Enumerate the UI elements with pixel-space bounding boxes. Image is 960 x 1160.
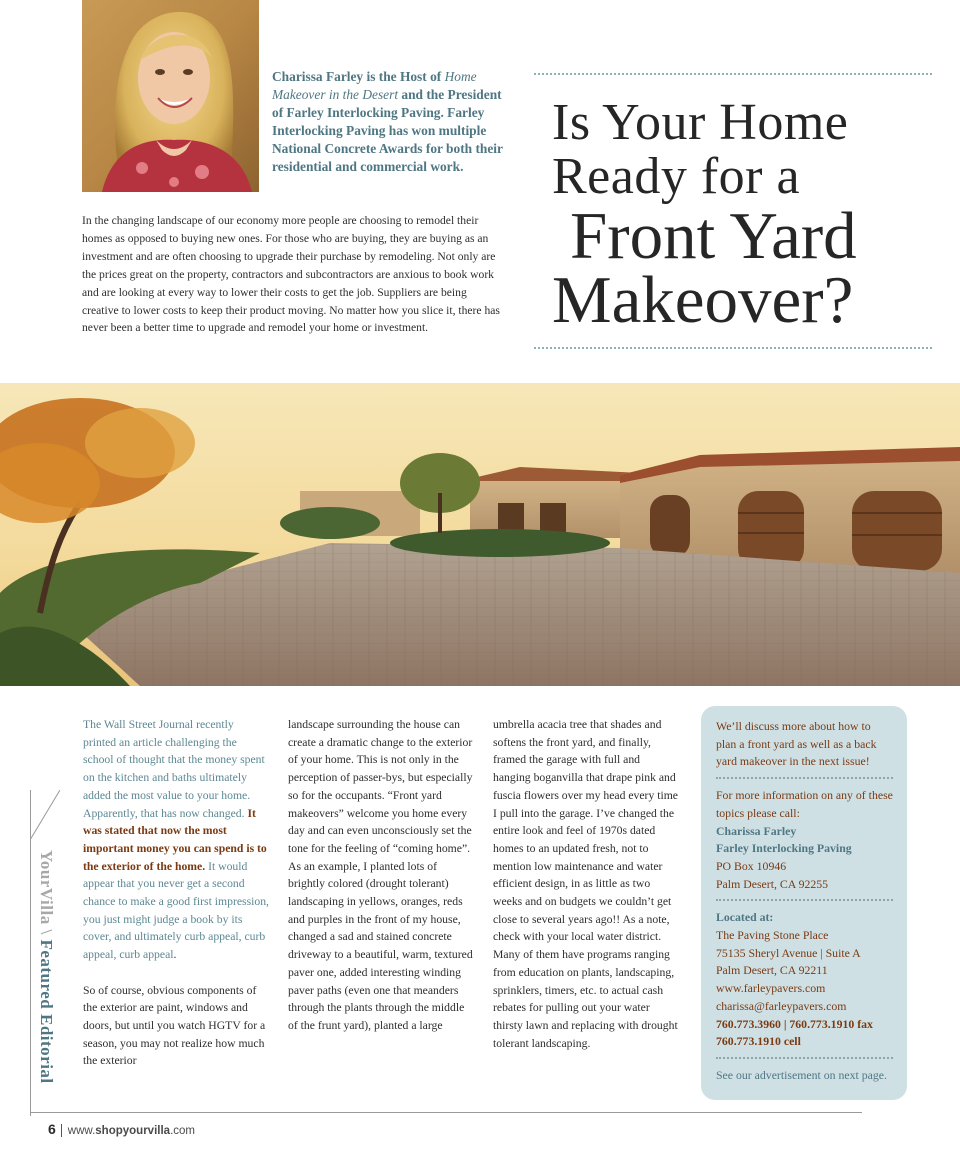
headline-line-4: Makeover? [552, 263, 854, 337]
section-label [36, 850, 56, 1084]
footer-separator [61, 1124, 62, 1137]
website-link[interactable]: www.farleypavers.com [716, 981, 826, 996]
footer-rule [30, 1112, 862, 1113]
store-name: The Paving Stone Place [716, 928, 829, 943]
column1-paragraph-2: So of course, obvious components of the exterior are paint, windows and doors, but until you watch HGTV for a season, you may not realize how much the exterior [83, 983, 266, 1068]
headline-line-1: Is Your Home [552, 94, 849, 151]
section-corner-accent [30, 790, 60, 840]
column1-text-start: The Wall Street Journal recently printed an article challenging the school of thought that the money spent on the kitchen and baths ultimately added the most value to your home. Apparently, that has now changed. [83, 718, 265, 820]
footer-url[interactable] [68, 1125, 195, 1137]
page-footer [48, 1121, 195, 1137]
headline-bottom-divider [534, 347, 932, 349]
headline-line-3: Front Yard [570, 199, 857, 273]
contact-name: Charissa Farley [716, 823, 797, 838]
store-city: Palm Desert, CA 92211 [716, 963, 828, 978]
footer-url-suffix: .com [170, 1125, 195, 1137]
bio-text-2: and the President of Farley Interlocking Paving. Farley Interlocking Paving has won multiple National Concrete Awards for both their residential and commercial work. [272, 87, 503, 174]
contact-info-box [701, 706, 907, 1100]
article-column-3 [493, 716, 679, 1070]
intro-paragraph: In the changing landscape of our economy more people are choosing to remodel their homes as opposed to buying new ones. For those who are buying, they are buying as an investment and are often choosing to upgrade their purchase by remodeling. Not only are the prices great on the property, contractors and subcontractors are anxious to book work and are looking at every way to lower their costs to get the job. Suppliers are being creative to lower costs to keep their product moving. No matter how you slice it, there has never been a better time to upgrade and remodel your home or investment. [82, 214, 500, 335]
portrait-image [82, 0, 259, 192]
column2-paragraph-2: As an example, I planted lots of brightly colored (drought tolerant) landscaping in yellows, oranges, reds and purples in the front of my house, changed a sad and stained concrete driveway to a beautiful, warm, textured paver one, added interesting winding paver paths (even one that meanders through the plants through the middle of the frunt yard), planted a large [288, 859, 473, 1032]
next-issue-teaser: We’ll discuss more about how to plan a front yard as well as a back yard makeover in the next issue! [716, 719, 877, 769]
info-intro: For more information on any of these topics please call: [716, 788, 893, 820]
box-divider-3 [716, 1057, 893, 1059]
box-divider-1 [716, 777, 893, 779]
headline-top-divider [534, 73, 932, 75]
page-number: 6 [48, 1121, 56, 1137]
email-link[interactable]: charissa@farleypavers.com [716, 998, 847, 1013]
phone-numbers: 760.773.3960 | 760.773.1910 fax [716, 1016, 873, 1031]
host-bio [272, 68, 504, 176]
located-label: Located at: [716, 910, 774, 925]
footer-url-prefix: www. [67, 1125, 96, 1137]
article-column-2 [288, 716, 474, 1052]
bio-text-1: is the Host of [363, 69, 445, 84]
front-yard-hero-photo [0, 383, 960, 686]
column1-paragraph-1 [83, 716, 269, 964]
column1-text-end: It would appear that you never get a second chance to make a good first impression, you just might judge a book by its cover, and ultimately curb appeal, curb appeal, curb appeal [83, 859, 269, 962]
show-title: Home Makeover in the Desert [272, 69, 477, 102]
column1-period: . [173, 948, 177, 962]
host-portrait-photo [82, 0, 259, 192]
hero-image [0, 383, 960, 686]
section-brand: YourVilla [37, 850, 56, 925]
box-divider-2 [716, 899, 893, 901]
article-column-1 [83, 716, 269, 1088]
company-name: Farley Interlocking Paving [716, 841, 852, 856]
po-box: PO Box 10946 [716, 858, 787, 873]
see-ad-note: See our advertisement on next page. [716, 1067, 887, 1082]
section-separator: \ [37, 924, 56, 940]
column3-paragraph-1: umbrella acacia tree that shades and softens the front yard, and finally, framed the garage with full and hanging boganvilla that drape pink and fuscia flowers over my head every time I pull into the garage. I’ve changed the entire look and feel of 1970s dated homes to an updated fresh, not to mention low maintenance and water efficient design, in as little as two weeks and on budgets we couldn’t get close to several years ago!! As a note, check with your local water district. Many of them have programs ranging from education on plants, landscaping, sprinklers, timers, etc. to actual cash rebates for pulling out your water thirsty lawn and replacing with drought tolerant landscaping. [493, 718, 678, 1050]
store-street: 75135 Sheryl Avenue | Suite A [716, 945, 861, 960]
column2-paragraph-1: landscape surrounding the house can create a dramatic change to the exterior of your home. This is not only in the perception of passer-bys, but especially so for the occupants. “Front yard makeovers” welcome you home every day and can even unconsciously set the tone for the feeling of “coming home”. [288, 718, 473, 855]
host-name: Charissa Farley [272, 69, 364, 84]
section-name: Featured Editorial [37, 939, 56, 1084]
article-headline [552, 94, 932, 337]
po-city: Palm Desert, CA 92255 [716, 876, 829, 891]
headline-line-2: Ready for a [552, 148, 801, 205]
footer-url-brand: shopyourvilla [95, 1125, 171, 1137]
column1-highlight: It was stated that now the most important money you can spend is to the exterior of the home. [83, 806, 267, 873]
cell-number: 760.773.1910 cell [716, 1034, 801, 1049]
